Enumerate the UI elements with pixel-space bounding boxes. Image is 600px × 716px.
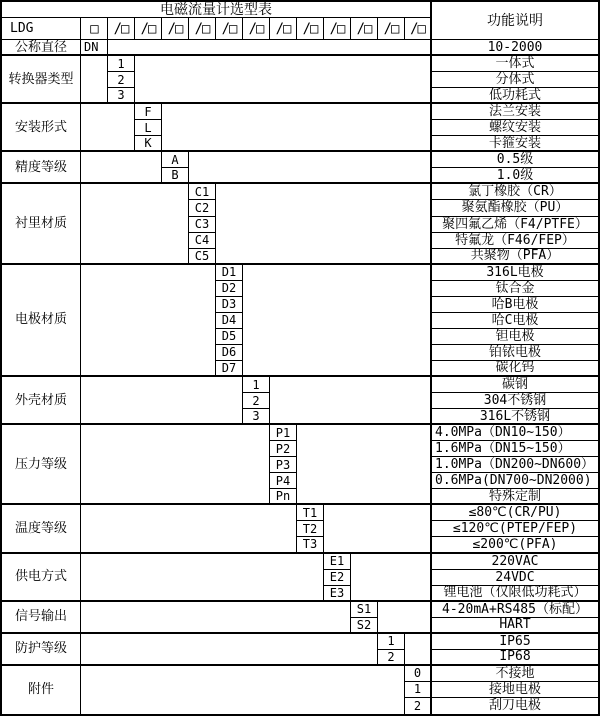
code-cell: 3 [108, 88, 135, 104]
desc-cell: 0.6MPa(DN700~DN2000) [432, 473, 598, 489]
desc-cell: 刮刀电极 [488, 698, 541, 714]
desc-cell: 不接地 [432, 666, 598, 682]
code-cell: T3 [297, 537, 324, 553]
desc-cell: 4-20mA+RS485（标配） [432, 602, 598, 618]
desc-cell: 聚氨酯橡胶（PU） [432, 200, 598, 216]
filler-cell [108, 40, 432, 56]
code-cell: D4 [216, 313, 243, 329]
code-cell: E2 [324, 570, 351, 586]
model-code-box: /□ [324, 18, 351, 40]
filler-cell [351, 554, 432, 602]
model-code-box: /□ [378, 18, 405, 40]
desc-cell: 接地电极 [432, 682, 598, 698]
filler-cell [270, 377, 432, 425]
filler-cell [81, 56, 108, 104]
filler-cell [81, 184, 189, 264]
code-cell: P3 [270, 457, 297, 473]
model-code-box: /□ [405, 18, 432, 40]
filler-cell [297, 425, 432, 505]
desc-cell: ≤80℃(CR/PU) [432, 505, 598, 521]
desc-cell: 低功耗式 [432, 88, 598, 104]
group-label: 公称直径 [2, 40, 81, 56]
desc-cell: 锂电池（仅限低功耗式） [432, 586, 598, 602]
desc-cell: 钛合金 [432, 281, 598, 297]
code-cell: C1 [189, 184, 216, 200]
code-cell: D7 [216, 361, 243, 377]
desc-cell: IP68 [432, 650, 598, 666]
desc-cell: 304不锈钢 [432, 393, 598, 409]
model-code-box: /□ [270, 18, 297, 40]
filler-cell [216, 184, 432, 264]
desc-cell: 0.5级 [432, 152, 598, 168]
filler-cell [81, 377, 243, 425]
code-cell: S1 [351, 602, 378, 618]
desc-cell: 1.0MPa（DN200~DN600） [432, 457, 598, 473]
desc-cell: 1.0级 [432, 168, 598, 184]
filler-cell [81, 602, 351, 634]
desc-cell: 316L电极 [432, 265, 598, 281]
desc-cell: 特殊定制 [432, 489, 598, 505]
code-cell: 2 [108, 72, 135, 88]
group-label: 电极材质 [2, 265, 81, 377]
code-cell: Pn [270, 489, 297, 505]
desc-cell: ≤120℃(PTEP/FEP) [432, 521, 598, 537]
code-cell: L [135, 120, 162, 136]
group-label: 供电方式 [2, 554, 81, 602]
desc-cell: 共聚物（PFA） [432, 249, 598, 265]
filler-cell [81, 505, 297, 553]
table-title: 电磁流量计选型表 [2, 2, 432, 18]
filler-cell [81, 152, 162, 184]
model-code-box: /□ [243, 18, 270, 40]
desc-cell: 特氟龙（F46/FEP） [432, 233, 598, 249]
model-code-label: LDG [2, 18, 81, 40]
code-cell: K [135, 136, 162, 152]
code-cell: 1 [108, 56, 135, 72]
desc-cell: 4.0MPa（DN10~150） [432, 425, 598, 441]
desc-cell: 220VAC [432, 554, 598, 570]
desc-cell: 哈C电极 [432, 313, 598, 329]
desc-cell: 卡箍安装 [432, 136, 598, 152]
desc-cell: 10-2000 [432, 40, 598, 56]
model-code-box: /□ [189, 18, 216, 40]
code-cell: C2 [189, 200, 216, 216]
code-cell: P4 [270, 473, 297, 489]
desc-cell: 碳钢 [432, 377, 598, 393]
code-cell: C3 [189, 217, 216, 233]
filler-cell [189, 152, 432, 184]
desc-cell: 聚四氟乙烯（F4/PTFE） [432, 217, 598, 233]
code-cell: D6 [216, 345, 243, 361]
filler-cell [81, 425, 270, 505]
desc-cell: ≤200℃(PFA) [432, 537, 598, 553]
filler-cell [324, 505, 432, 553]
code-cell: F [135, 104, 162, 120]
filler-cell [405, 634, 432, 666]
code-cell: C4 [189, 233, 216, 249]
function-desc-header: 功能说明 [432, 2, 598, 40]
filler-cell [81, 104, 135, 152]
desc-cell: 分体式 [432, 72, 598, 88]
group-label: 信号输出 [2, 602, 81, 634]
model-code-box: /□ [108, 18, 135, 40]
code-cell: 1 [243, 377, 270, 393]
code-cell: 0 [405, 666, 432, 682]
group-label: 温度等级 [2, 505, 81, 553]
code-cell: E3 [324, 586, 351, 602]
desc-cell: 铂铱电极 [432, 345, 598, 361]
desc-cell: 一体式 [432, 56, 598, 72]
model-code-box: /□ [351, 18, 378, 40]
code-cell: E1 [324, 554, 351, 570]
model-code-box: /□ [135, 18, 162, 40]
model-code-box: □ [81, 18, 108, 40]
code-cell: P2 [270, 441, 297, 457]
desc-cell: 哈B电极 [432, 297, 598, 313]
code-cell: DN [81, 40, 108, 56]
desc-cell: 钽电极 [432, 329, 598, 345]
group-label: 衬里材质 [2, 184, 81, 264]
code-cell: T2 [297, 521, 324, 537]
desc-cell: 螺纹安装 [432, 120, 598, 136]
filler-cell [81, 634, 378, 666]
group-label: 防护等级 [2, 634, 81, 666]
desc-cell: IP65 [432, 634, 598, 650]
desc-cell: 碳化钨 [432, 361, 598, 377]
group-label: 精度等级 [2, 152, 81, 184]
model-code-box: /□ [216, 18, 243, 40]
filler-cell [135, 56, 432, 104]
filler-cell [81, 554, 324, 602]
filler-cell [81, 666, 405, 714]
filler-cell [81, 265, 216, 377]
code-cell: 2 [243, 393, 270, 409]
group-label: 外壳材质 [2, 377, 81, 425]
code-cell: 2 [405, 698, 432, 714]
code-cell: 2 [378, 650, 405, 666]
code-cell: 1 [405, 682, 432, 698]
filler-cell [243, 265, 432, 377]
desc-cell: 316L不锈钢 [432, 409, 598, 425]
model-code-box: /□ [162, 18, 189, 40]
code-cell: 3 [243, 409, 270, 425]
code-cell: S2 [351, 618, 378, 634]
filler-cell [162, 104, 432, 152]
group-label: 压力等级 [2, 425, 81, 505]
code-cell: C5 [189, 249, 216, 265]
code-cell: 1 [378, 634, 405, 650]
code-cell: D5 [216, 329, 243, 345]
group-label: 附件 [2, 666, 81, 714]
desc-cell: 法兰安装 [432, 104, 598, 120]
code-cell: A [162, 152, 189, 168]
desc-cell: 氯丁橡胶（CR） [432, 184, 598, 200]
desc-cell: 1.6MPa（DN15~150） [432, 441, 598, 457]
group-label: 转换器类型 [2, 56, 81, 104]
desc-cell: 24VDC [432, 570, 598, 586]
filler-cell [378, 602, 432, 634]
desc-cell: HART [432, 618, 598, 634]
code-cell: D1 [216, 265, 243, 281]
code-cell: B [162, 168, 189, 184]
code-cell: D3 [216, 297, 243, 313]
code-cell: D2 [216, 281, 243, 297]
group-label: 安装形式 [2, 104, 81, 152]
code-cell: P1 [270, 425, 297, 441]
code-cell: T1 [297, 505, 324, 521]
model-code-box: /□ [297, 18, 324, 40]
